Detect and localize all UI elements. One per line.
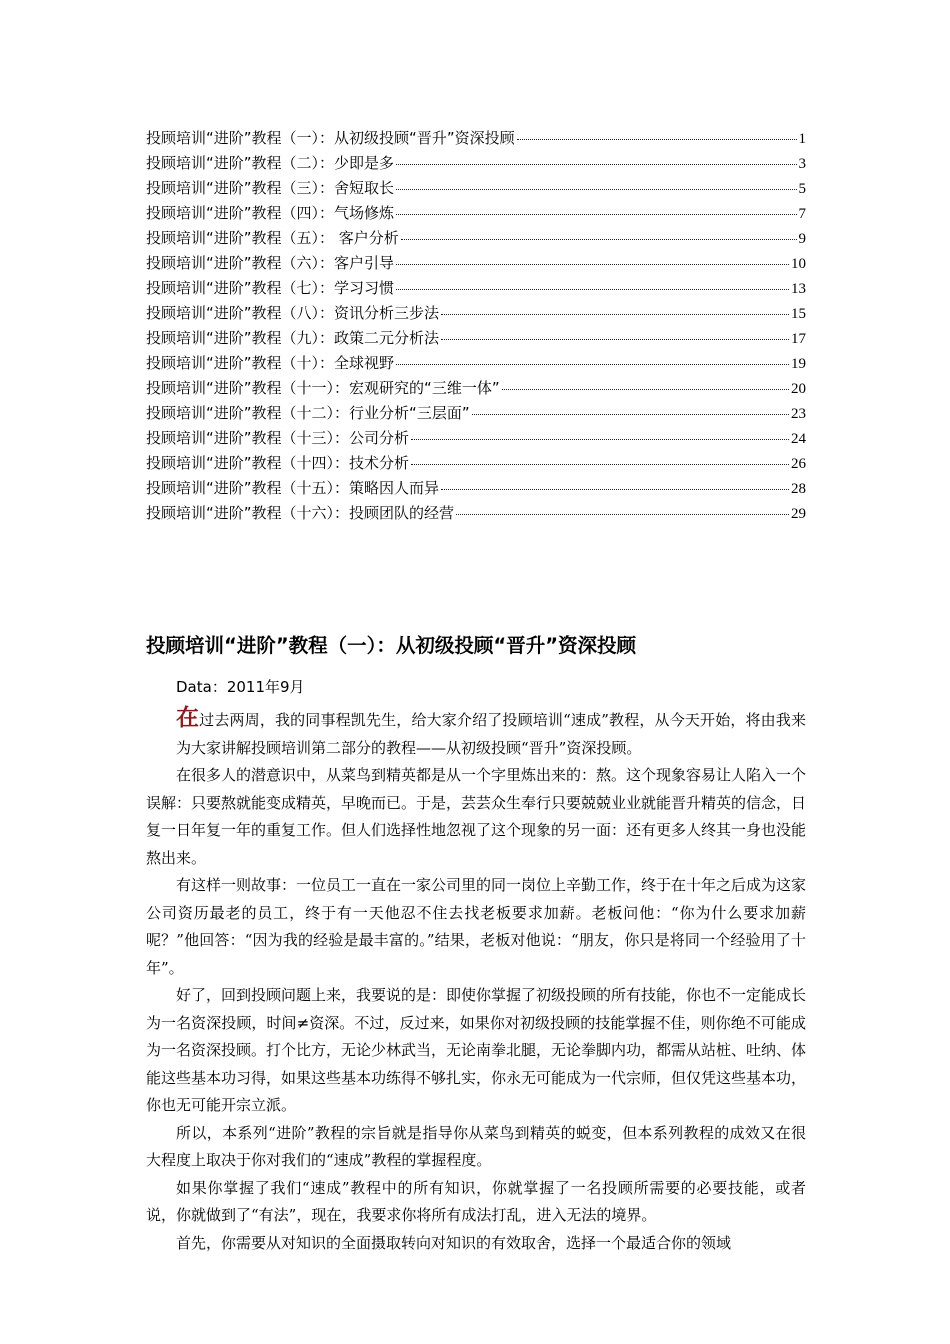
toc-leader-dots: [441, 314, 789, 315]
toc-entry-title: 投顾培训“进阶”教程（八）：资讯分析三步法: [146, 304, 440, 322]
toc-entry[interactable]: [146, 452, 806, 477]
toc-entry[interactable]: [146, 477, 806, 502]
toc-leader-dots: [396, 189, 796, 190]
toc-leader-dots: [396, 264, 789, 265]
toc-leader-dots: [411, 464, 789, 465]
toc-page-number: 24: [791, 431, 806, 447]
paragraph: 有这样一则故事：一位员工一直在一家公司里的同一岗位上辛勤工作，终于在十年之后成为这家公司资历最老的员工，终于有一天他忍不住去找老板要求加薪。老板问他：“你为什么要求加薪呢？”他回答：“因为我的经验是最丰富的。”结果，老板对他说：“朋友，你只是将同一个经验用了十年”。: [146, 876, 807, 977]
toc-page-number: 17: [791, 331, 806, 347]
toc-entry-title: 投顾培训“进阶”教程（四）：气场修炼: [146, 204, 395, 222]
toc-leader-dots: [441, 489, 789, 490]
toc-page-number: 13: [791, 281, 806, 297]
toc-leader-dots: [396, 364, 789, 365]
toc-page-number: 26: [791, 456, 806, 472]
drop-cap: 在: [176, 705, 200, 731]
paragraph: 首先，你需要从对知识的全面摄取转向对知识的有效取舍，选择一个最适合你的领域: [176, 1233, 732, 1252]
article-date: Data：2011年9月: [176, 678, 305, 696]
toc-entry[interactable]: [146, 277, 806, 302]
toc-page-number: 10: [791, 256, 806, 272]
toc-page-number: 15: [791, 306, 806, 322]
toc-leader-dots: [502, 389, 789, 390]
toc-page-number: 28: [791, 481, 806, 497]
toc-entry[interactable]: [146, 127, 806, 152]
toc-entry-title: 投顾培训“进阶”教程（三）：舍短取长: [146, 179, 395, 197]
toc-leader-dots: [472, 414, 789, 415]
paragraph: 所以，本系列“进阶”教程的宗旨就是指导你从菜鸟到精英的蜕变，但本系列教程的成效又在很大程度上取决于你对我们的“速成”教程的掌握程度。: [146, 1123, 806, 1169]
toc-leader-dots: [456, 514, 789, 515]
toc-leader-dots: [401, 239, 797, 240]
toc-entry-title: 投顾培训“进阶”教程（五）： 客户分析: [146, 229, 399, 247]
toc-entry[interactable]: [146, 402, 806, 427]
toc-page-number: 19: [791, 356, 806, 372]
toc-entry-title: 投顾培训“进阶”教程（十）：全球视野: [146, 354, 395, 372]
toc-page-number: 29: [791, 506, 806, 522]
toc-page-number: 23: [791, 406, 806, 422]
toc-entry-title: 投顾培训“进阶”教程（十五）：策略因人而异: [146, 479, 440, 497]
toc-leader-dots: [441, 339, 789, 340]
toc-entry-title: 投顾培训“进阶”教程（十二）：行业分析“三层面”: [146, 404, 470, 422]
toc-entry-title: 投顾培训“进阶”教程（九）：政策二元分析法: [146, 329, 440, 347]
toc-entry-title: 投顾培训“进阶”教程（十四）：技术分析: [146, 454, 410, 472]
toc-entry-title: 投顾培训“进阶”教程（六）：客户引导: [146, 254, 395, 272]
toc-entry[interactable]: [146, 427, 806, 452]
paragraph: 在很多人的潜意识中，从菜鸟到精英都是从一个字里炼出来的：熬。这个现象容易让人陷入一个误解：只要熬就能变成精英，早晚而已。于是，芸芸众生奉行只要兢兢业业就能晋升精英的信念，日复一日年复一年的重复工作。但人们选择性地忽视了这个现象的另一面：还有更多人终其一身也没能熬出来。: [146, 766, 807, 867]
toc-page-number: 9: [798, 231, 806, 247]
toc-leader-dots: [411, 439, 789, 440]
toc-entry[interactable]: [146, 177, 806, 202]
toc-entry[interactable]: [146, 152, 806, 177]
toc-leader-dots: [396, 214, 796, 215]
paragraph-text: 过去两周，我的同事程凯先生，给大家介绍了投顾培训“速成”教程，从今天开始，将由我来为大家讲解投顾培训第二部分的教程——从初级投顾“晋升”资深投顾。: [176, 711, 807, 757]
toc-page-number: 20: [791, 381, 806, 397]
paragraph: 好了，回到投顾问题上来，我要说的是：即使你掌握了初级投顾的所有技能，你也不一定能成长为一名资深投顾，时间≠资深。不过，反过来，如果你对初级投顾的技能掌握不佳，则你绝不可能成为一名资深投顾。打个比方，无论少林武当，无论南拳北腿，无论拳脚内功，都需从站桩、吐纳、体能这些基本功习得，如果这些基本功练得不够扎实，你永无可能成为一代宗师，但仅凭这些基本功，你也无可能开宗立派。: [146, 986, 807, 1114]
toc-entry[interactable]: [146, 352, 806, 377]
toc-page-number: 1: [798, 131, 806, 147]
paragraph: [146, 707, 806, 762]
toc-entry-title: 投顾培训“进阶”教程（二）：少即是多: [146, 154, 395, 172]
toc-page-number: 7: [798, 206, 806, 222]
toc-page-number: 5: [798, 181, 806, 197]
toc-entry-title: 投顾培训“进阶”教程（十一）：宏观研究的“三维一体”: [146, 379, 500, 397]
toc-entry-title: 投顾培训“进阶”教程（十六）：投顾团队的经营: [146, 504, 455, 522]
article-body: [146, 707, 806, 1257]
article-heading: 投顾培训“进阶”教程（一）：从初级投顾“晋升”资深投顾: [146, 634, 637, 657]
toc-leader-dots: [517, 139, 797, 140]
paragraph: 如果你掌握了我们“速成”教程中的所有知识，你就掌握了一名投顾所需要的必要技能，或者说，你就做到了“有法”，现在，我要求你将所有成法打乱，进入无法的境界。: [146, 1178, 806, 1224]
toc-entry-title: 投顾培训“进阶”教程（十三）：公司分析: [146, 429, 410, 447]
toc-entry[interactable]: [146, 227, 806, 252]
toc-entry[interactable]: [146, 202, 806, 227]
toc-entry[interactable]: [146, 502, 806, 527]
toc-leader-dots: [396, 289, 789, 290]
toc-entry-title: 投顾培训“进阶”教程（七）：学习习惯: [146, 279, 395, 297]
toc-page-number: 3: [798, 156, 806, 172]
toc-entry-title: 投顾培训“进阶”教程（一）：从初级投顾“晋升”资深投顾: [146, 129, 515, 147]
toc-entry[interactable]: [146, 252, 806, 277]
toc-entry[interactable]: [146, 327, 806, 352]
table-of-contents: [146, 127, 806, 527]
toc-entry[interactable]: [146, 302, 806, 327]
toc-entry[interactable]: [146, 377, 806, 402]
toc-leader-dots: [396, 164, 796, 165]
